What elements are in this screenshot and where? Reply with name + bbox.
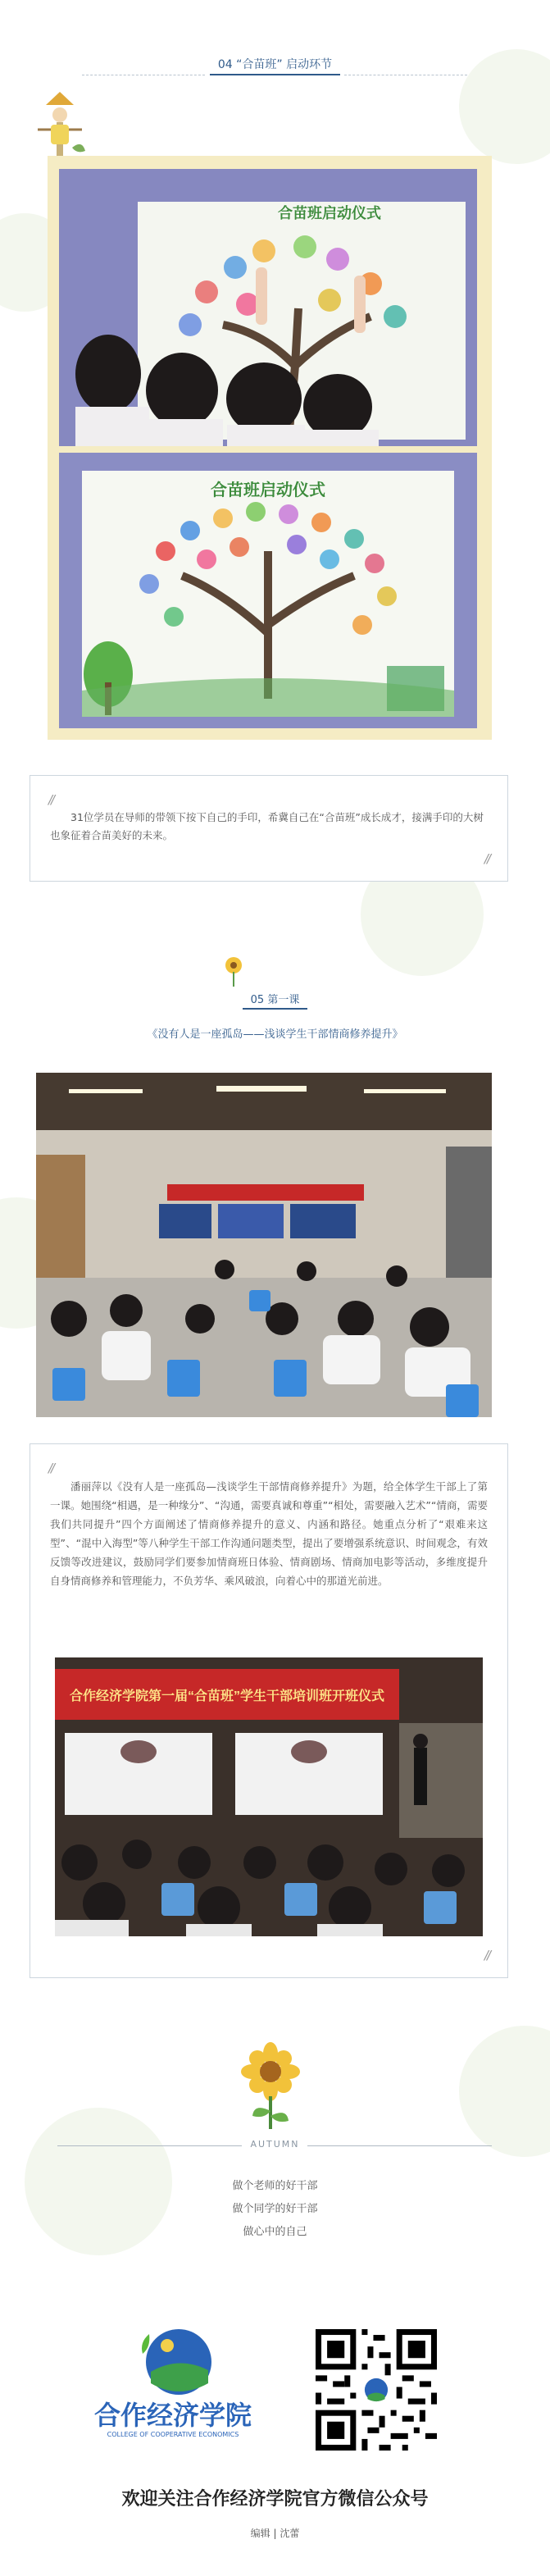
autumn-line: 做心中的自己 [243, 2226, 307, 2238]
quote-mark-close: // [484, 1948, 489, 1963]
college-logo [79, 2326, 267, 2449]
section-4-caption: 31位学员在导师的带领下按下自己的手印，希冀自己在“合苗班”成长成才，接满手印的大树也象征着合苗美好的未来。 [50, 811, 484, 841]
background-circle [459, 2026, 550, 2157]
lecture-hall-photo [36, 1073, 492, 1417]
handprint-board-illustration [59, 453, 477, 728]
section-5-text-box [30, 1443, 508, 1978]
quote-mark-close: // [484, 851, 489, 866]
section-4-header [0, 54, 550, 75]
autumn-label: AUTUMN [250, 2139, 300, 2150]
section-4-caption-box [30, 775, 508, 882]
autumn-line: 做个老师的好干部 [232, 2180, 318, 2192]
credits: 编辑 | 沈蕾 [250, 2528, 300, 2539]
section-4-title: 04 “合苗班” 启动环节 [210, 54, 340, 75]
sunflower-icon [221, 955, 246, 988]
photo-1-banner-text: 合苗班启动仪式 [278, 205, 381, 221]
lecture-hall-illustration [36, 1073, 492, 1417]
autumn-lines [0, 2175, 550, 2244]
section-5-subtitle: 《没有人是一座孤岛——浅谈学生干部情商修养提升》 [147, 1028, 403, 1041]
ceremony-photo [55, 1657, 483, 1936]
handprint-photo-1 [59, 169, 477, 446]
follow-text: 欢迎关注合作经济学院官方微信公众号 [121, 2488, 429, 2510]
qr-code-image [316, 2329, 437, 2451]
handprint-photo-2 [59, 453, 477, 728]
section-5-paragraph: 潘丽萍以《没有人是一座孤岛—浅谈学生干部情商修养提升》为题，给全体学生干部上了第一课。她围绕“相遇，是一种缘分”、“沟通，需要真诚和尊重”“相处，需要融入艺术”“情商，需要我们共同提升”四个方面阐述了情商修养提升的意义、内涵和路径。她重点分析了“艰难来这型”、“混中入海型”等八种学生干部工作沟通问题类型，提出了要增强系统意识、时间观念，有效反馈等改进建议，鼓励同学们要参加情商班日体验、情商剧场、情商加电影等活动，多维度提升自身情商修养和管理能力，不负芳华、乘风破浪，向着心中的那道光前进。 [50, 1480, 488, 1587]
globe-icon [133, 2326, 215, 2396]
autumn-divider-right [307, 2145, 492, 2146]
handprint-board-illustration [59, 169, 477, 446]
ceremony-banner-text: 合作经济学院第一届“合苗班”学生干部培训班开班仪式 [69, 1689, 385, 1703]
qr-code [316, 2329, 437, 2451]
section-5-title: 05 第一课 [243, 989, 308, 1010]
quote-mark-open: // [48, 792, 54, 807]
photo-2-banner-text: 合苗班启动仪式 [211, 481, 325, 499]
autumn-line: 做个同学的好干部 [232, 2203, 318, 2215]
quote-mark-open: // [48, 1461, 54, 1475]
logo-english: COLLEGE OF COOPERATIVE ECONOMICS [107, 2431, 239, 2438]
ceremony-illustration [55, 1657, 483, 1936]
section-5-header [0, 989, 550, 1010]
logo-name: 合作经济学院 [93, 2400, 252, 2431]
sunflower-icon [238, 2042, 303, 2132]
